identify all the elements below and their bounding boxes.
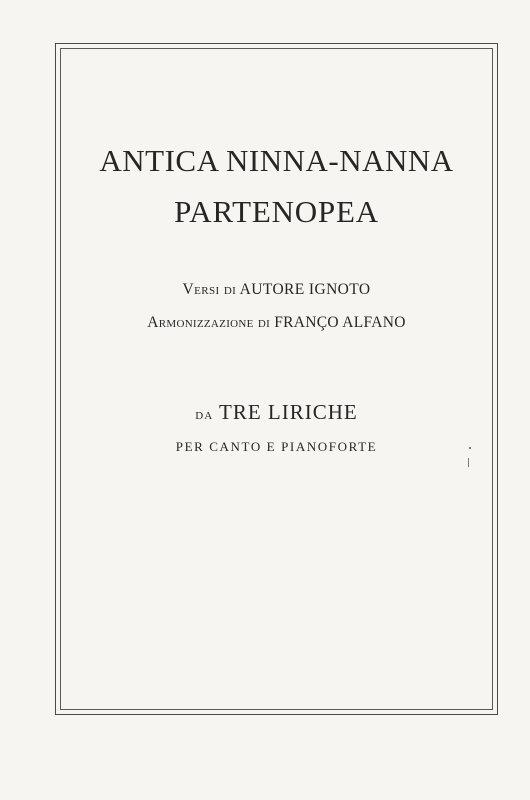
instrumentation: PER CANTO E PIANOFORTE [175, 439, 378, 454]
source-title: TRE LIRICHE [219, 400, 358, 424]
harmonization-author: FRANÇO ALFANO [274, 314, 406, 331]
source-work [60, 398, 493, 429]
harmonization-credit [60, 313, 493, 333]
speck-mark [469, 447, 471, 449]
speck-mark [468, 458, 469, 467]
verses-label: Versi di [182, 281, 237, 298]
title-line-2: PARTENOPEA [174, 194, 379, 229]
harmonization-label: Armonizzazione di [147, 314, 271, 331]
verses-author: AUTORE IGNOTO [239, 281, 371, 298]
verses-credit [60, 280, 493, 300]
title-line-1: ANTICA NINNA-NANNA [99, 143, 454, 178]
source-prefix: da [195, 407, 214, 423]
